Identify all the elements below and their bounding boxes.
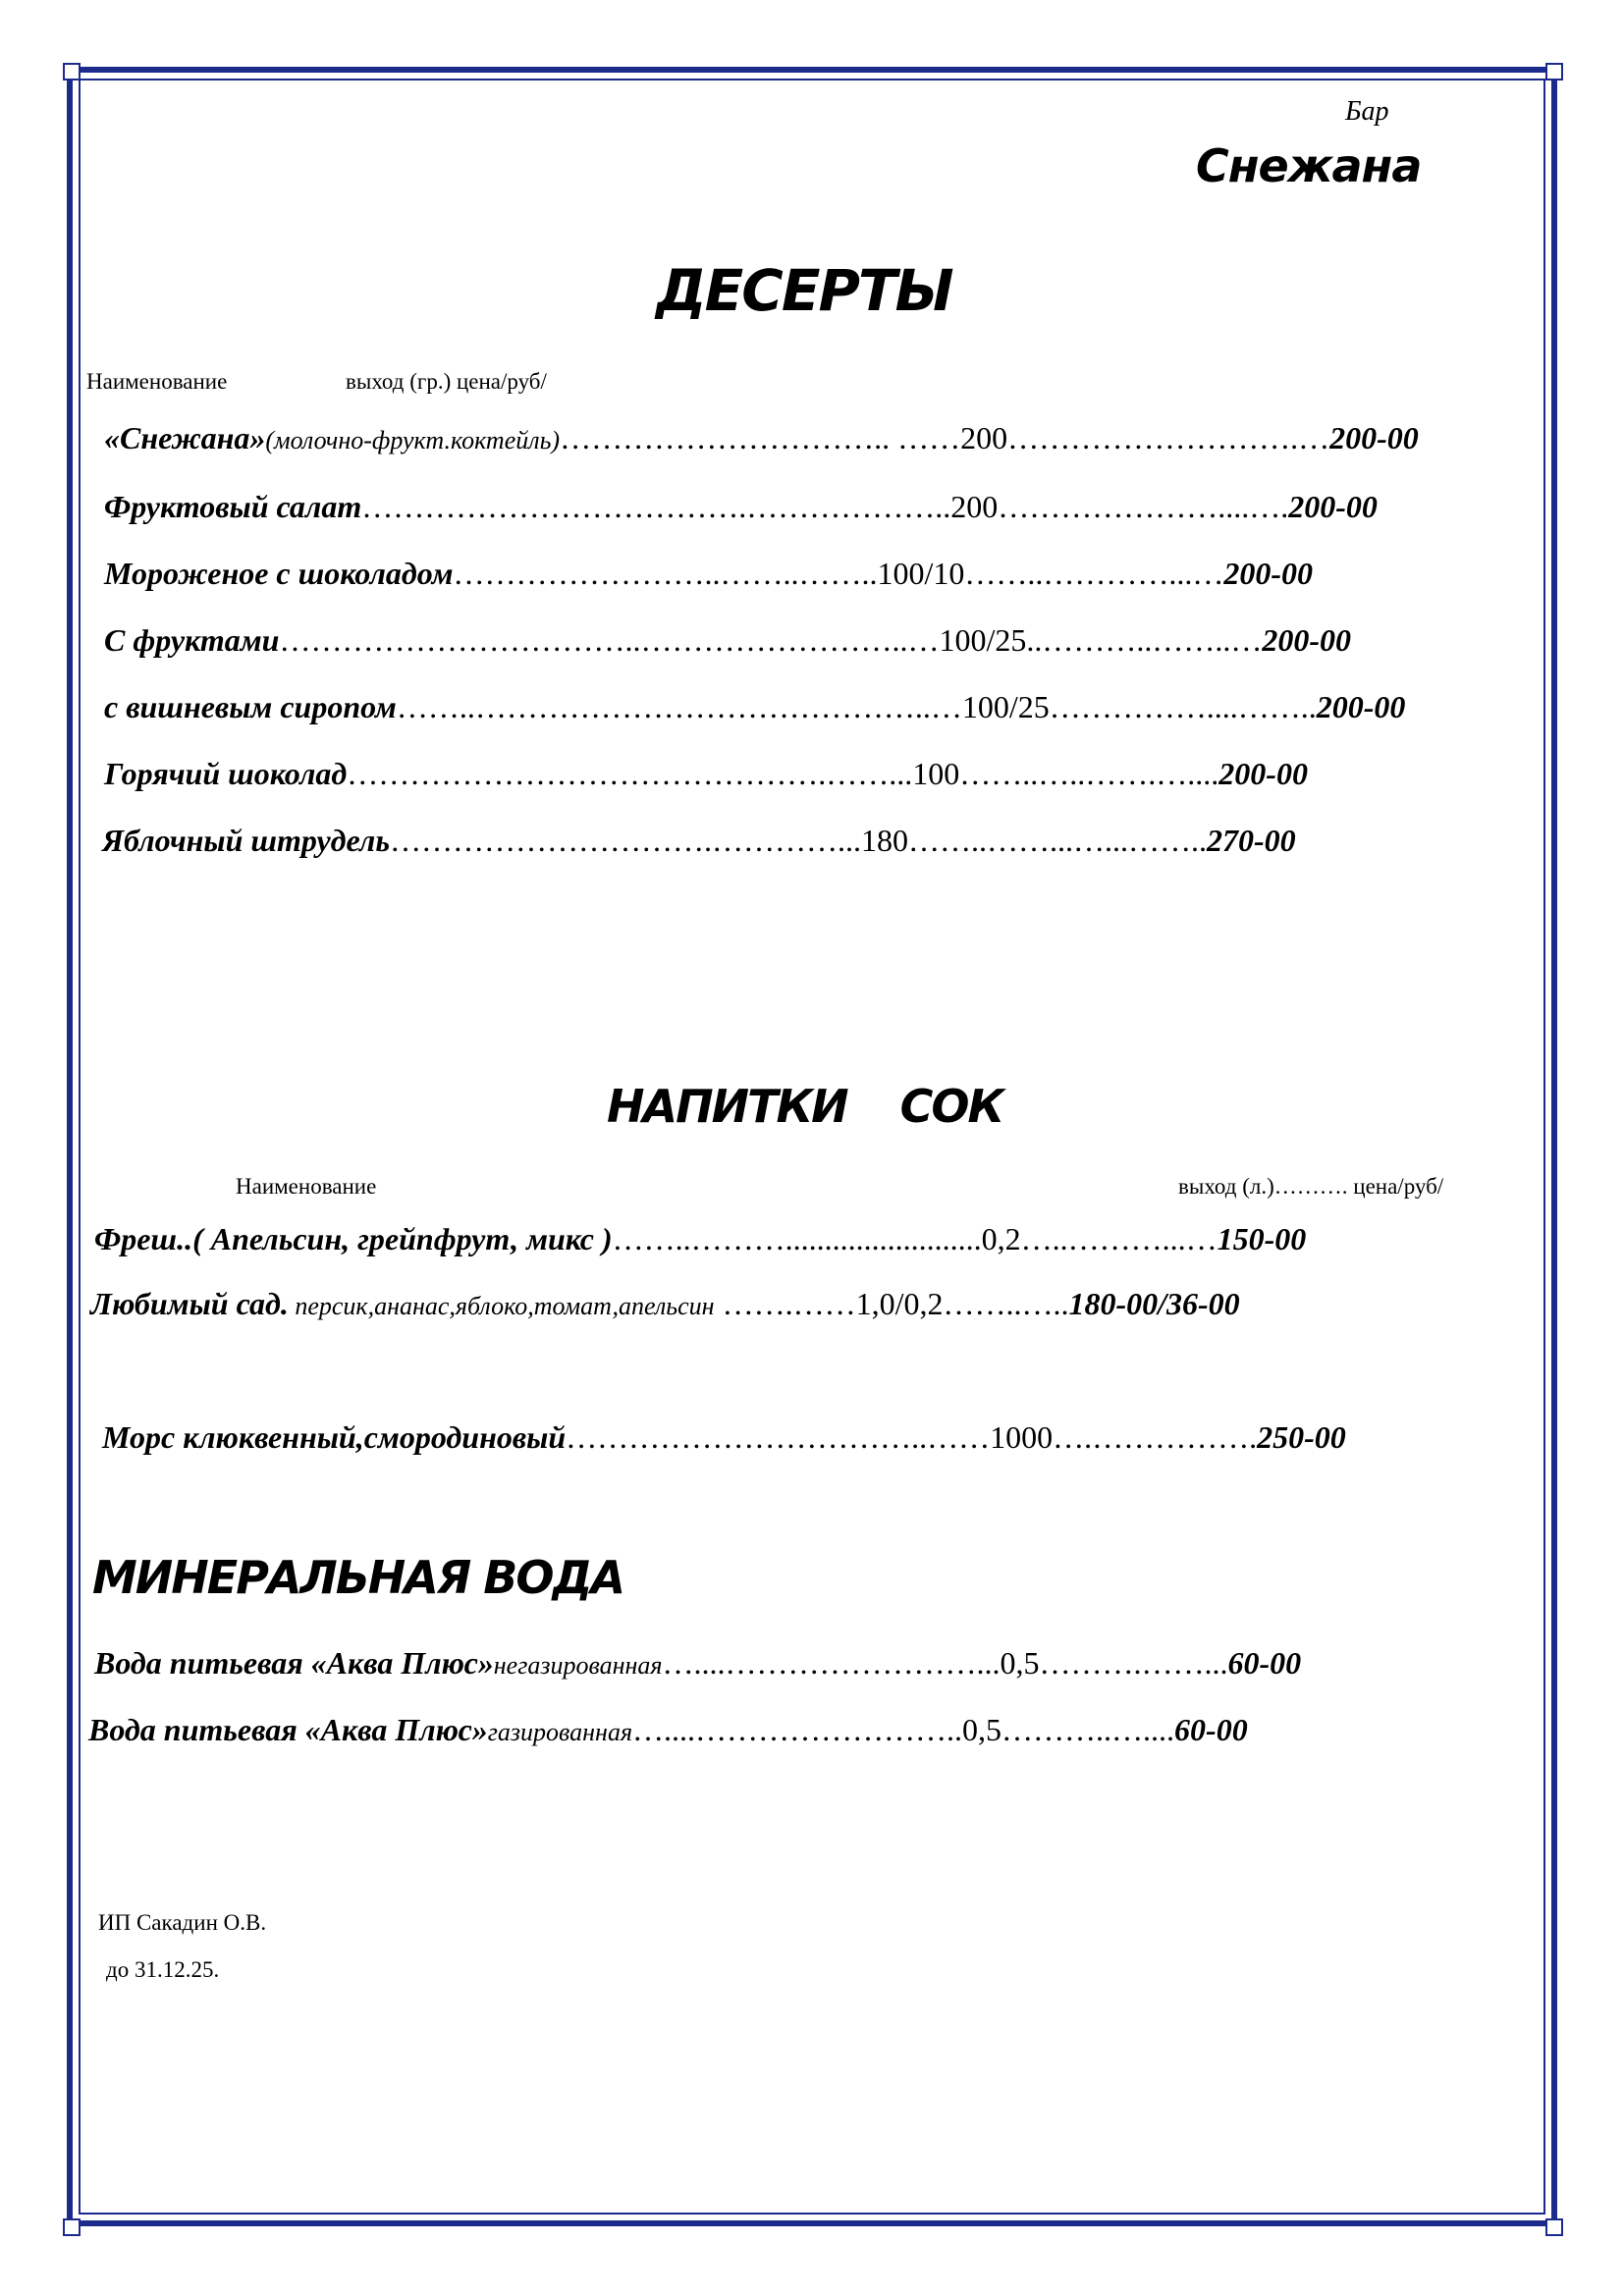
menu-item-row [94,1221,1306,1257]
corner-ornament [1545,63,1563,80]
menu-item-name: Любимый сад. [90,1286,289,1321]
menu-item-name: Мороженое с шоколадом [104,556,454,591]
page-border-inner [79,79,1545,2215]
menu-item-output: 100/25 [939,622,1027,658]
menu-item-price: 200-00 [1223,556,1314,591]
leader-dots: …....…………………….. [632,1712,963,1747]
menu-item-price: 200-00 [1288,489,1378,524]
valid-until-text: до 31.12.25. [106,1957,220,1982]
leader-dots: ……..…………...… [964,556,1224,591]
drinks-title: НАПИТКИ СОК [607,1080,1003,1133]
menu-item-price: 250-00 [1257,1419,1346,1455]
menu-item-row [90,1286,1240,1322]
owner-text: ИП Сакадин О.В. [98,1910,267,1935]
menu-item-output: 0,5 [1000,1645,1040,1681]
leader-dots: ……………………………..……………………..… [279,622,940,658]
menu-item-name: С фруктами [104,622,280,658]
menu-item-price: 200-00 [1316,689,1406,724]
menu-item-name: Фреш..( Апельсин, грейпфрут, микс ) [94,1221,613,1256]
mineral-title: МИНЕРАЛЬНАЯ ВОДА [92,1551,624,1604]
leader-dots: ……..….. [943,1286,1069,1321]
menu-item-price: 200-00 [1218,756,1308,791]
menu-item-note: (молочно-фрукт.коктейль) [265,426,561,454]
menu-item-name: Яблочный штрудель [102,823,390,858]
bar-label: Бар [1345,96,1389,127]
menu-item-price: 60-00 [1227,1645,1302,1681]
corner-ornament [1545,2218,1563,2236]
menu-item-note: персик,ананас,яблоко,томат,апельсин [288,1292,715,1320]
leader-dots: …....……………………... [662,1645,1001,1681]
menu-item-output: 200 [960,420,1008,455]
menu-item-row [102,823,1296,859]
menu-item-note: негазированная [493,1651,663,1680]
corner-ornament [63,63,81,80]
menu-item-name: Вода питьевая «Аква Плюс» [94,1645,494,1681]
leader-dots: …..………...… [1020,1221,1218,1256]
menu-item-name: Вода питьевая «Аква Плюс» [88,1712,488,1747]
leader-dots: ……….……... [1039,1645,1228,1681]
desserts-title: ДЕСЕРТЫ [656,257,952,324]
leader-dots: ……………………………….……………….. [361,489,951,524]
menu-item-row [104,622,1351,659]
menu-item-row [104,489,1378,525]
menu-item-output: 200 [950,489,999,524]
leader-dots: ………..….... [1001,1712,1175,1747]
leader-dots: ….……………. [1053,1419,1258,1455]
menu-item-row [102,1419,1346,1456]
leader-dots: ……………………………..…… [566,1419,991,1455]
desserts-col-output-price: выход (гр.) цена/руб/ [346,369,547,394]
menu-item-output: 1,0/0,2 [855,1286,944,1321]
leader-dots: ……..…..…….….... [959,756,1219,791]
menu-item-price: 150-00 [1217,1221,1307,1256]
menu-item-price: 270-00 [1206,823,1296,858]
menu-item-price: 200-00 [1329,420,1419,455]
leader-dots: …………………....…. [998,489,1289,524]
menu-item-output: 180 [860,823,908,858]
menu-item-name: с вишневым сиропом [104,689,397,724]
menu-item-price: 180-00/36-00 [1068,1286,1240,1321]
menu-item-row [104,420,1419,456]
leader-dots: ……..……...…...…….. [907,823,1207,858]
leader-dots: ……..………......................... [612,1221,982,1256]
corner-ornament [63,2218,81,2236]
menu-item-output: 1000 [990,1419,1054,1455]
drinks-col-output-price: выход (л.)………. цена/руб/ [1178,1174,1444,1199]
menu-item-name: Морс клюквенный,смородиновый [102,1419,567,1455]
menu-item-output: 100 [912,756,960,791]
desserts-col-name: Наименование [86,369,228,394]
menu-item-output: 100/10 [877,556,965,591]
bar-name: Снежана [1196,139,1422,192]
menu-item-row [104,689,1405,725]
leader-dots: …….…… [714,1286,856,1321]
leader-dots: ……………………….… [1007,420,1330,455]
menu-item-row [104,556,1313,592]
leader-dots: ………………………….…………... [389,823,861,858]
menu-item-name: «Снежана» [104,420,266,455]
menu-item-name: Фруктовый салат [104,489,362,524]
menu-item-output: 0,2 [981,1221,1021,1256]
leader-dots: ……..……………………………………..… [396,689,962,724]
menu-item-note: газированная [487,1718,633,1746]
leader-dots: ..………..……..… [1026,622,1263,658]
menu-item-name: Горячий шоколад [104,756,348,791]
leader-dots: ……………....…….. [1049,689,1317,724]
leader-dots: ……………………………………….……... [347,756,913,791]
menu-item-row [94,1645,1301,1682]
leader-dots: ……………………..……..…….. [453,556,878,591]
leader-dots: ………………………….. …… [560,420,961,455]
menu-item-output: 100/25 [961,689,1050,724]
drinks-col-name: Наименование [236,1174,377,1199]
menu-item-price: 60-00 [1174,1712,1248,1747]
menu-item-price: 200-00 [1262,622,1351,658]
menu-item-row [104,756,1308,792]
menu-item-row [88,1712,1248,1748]
menu-item-output: 0,5 [962,1712,1002,1747]
